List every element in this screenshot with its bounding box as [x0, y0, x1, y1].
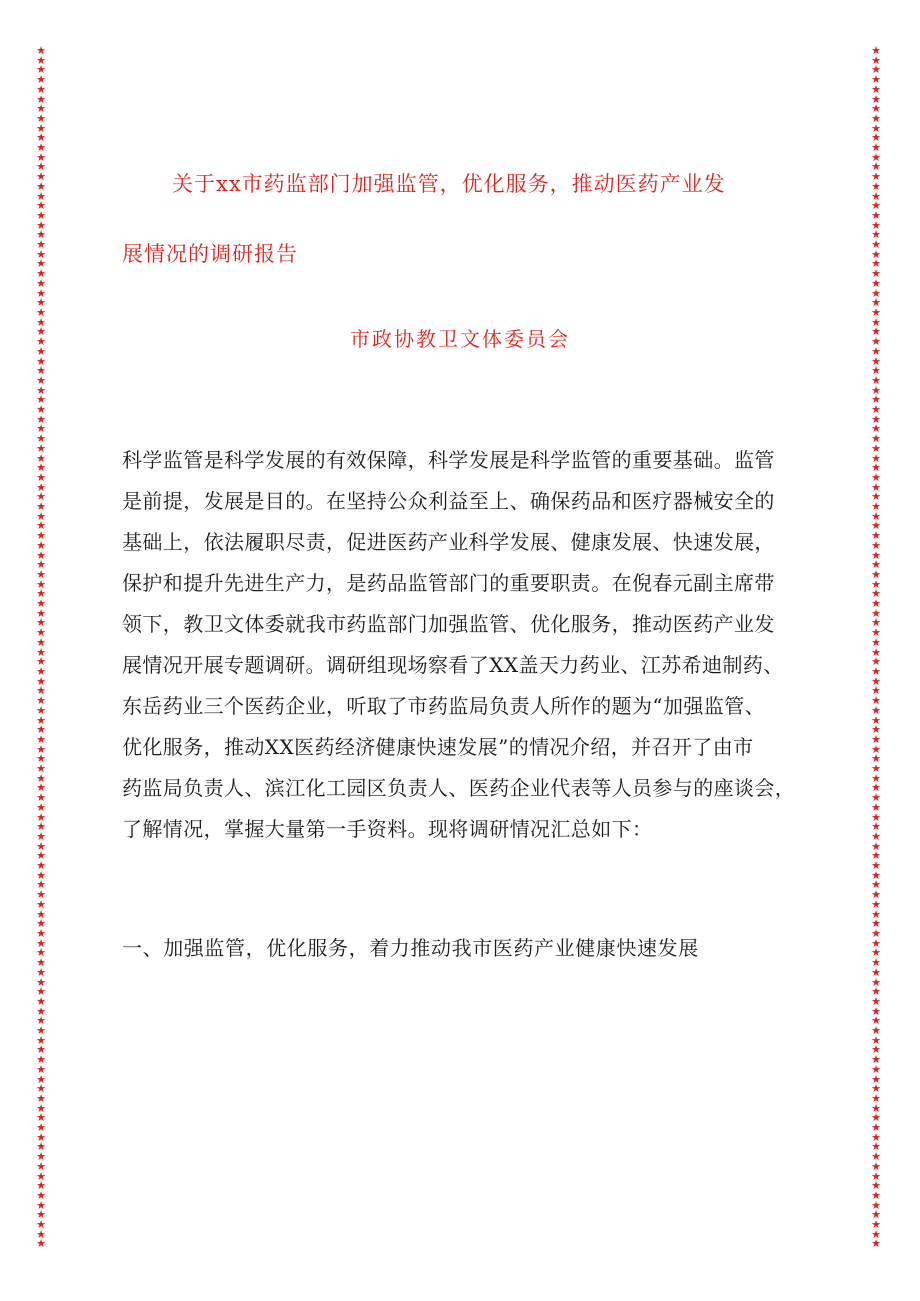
- star-icon: ★: [36, 674, 46, 688]
- star-icon: ★: [36, 839, 46, 853]
- star-icon: ★: [871, 73, 881, 87]
- star-icon: ★: [36, 218, 46, 232]
- star-icon: ★: [871, 412, 881, 426]
- star-icon: ★: [871, 1101, 881, 1115]
- star-icon: ★: [871, 538, 881, 552]
- document-title-line-2: 展情况的调研报告: [122, 242, 298, 266]
- star-icon: ★: [871, 63, 881, 77]
- star-icon: ★: [871, 179, 881, 193]
- star-icon: ★: [36, 626, 46, 640]
- star-icon: ★: [36, 1091, 46, 1105]
- star-icon: ★: [36, 946, 46, 960]
- star-icon: ★: [36, 635, 46, 649]
- star-icon: ★: [871, 548, 881, 562]
- star-icon: ★: [871, 1121, 881, 1135]
- star-icon: ★: [36, 373, 46, 387]
- star-icon: ★: [36, 742, 46, 756]
- star-icon: ★: [36, 354, 46, 368]
- section-heading-1: 一、加强监管，优化服务，着力推动我市医药产业健康快速发展: [122, 936, 699, 960]
- star-icon: ★: [36, 752, 46, 766]
- star-icon: ★: [871, 432, 881, 446]
- star-icon: ★: [871, 626, 881, 640]
- star-icon: ★: [871, 364, 881, 378]
- body-line: 了解情况，掌握大量第一手资料。现将调研情况汇总如下：: [122, 817, 653, 841]
- star-icon: ★: [871, 713, 881, 727]
- star-icon: ★: [871, 926, 881, 940]
- star-icon: ★: [871, 956, 881, 970]
- star-icon: ★: [36, 480, 46, 494]
- star-icon: ★: [871, 208, 881, 222]
- star-icon: ★: [36, 859, 46, 873]
- star-icon: ★: [871, 587, 881, 601]
- star-icon: ★: [871, 820, 881, 834]
- star-icon: ★: [36, 170, 46, 184]
- body-line: 保护和提升先进生产力，是药品监管部门的重要职责。在倪春元副主席带: [122, 571, 775, 595]
- star-icon: ★: [871, 616, 881, 630]
- star-icon: ★: [871, 635, 881, 649]
- document-title-line-1: 关于xx市药监部门加强监管，优化服务，推动医药产业发: [172, 172, 726, 196]
- star-icon: ★: [36, 121, 46, 135]
- star-icon: ★: [36, 606, 46, 620]
- star-icon: ★: [36, 82, 46, 96]
- star-icon: ★: [871, 82, 881, 96]
- star-icon: ★: [36, 1101, 46, 1115]
- star-icon: ★: [36, 102, 46, 116]
- star-icon: ★: [871, 1091, 881, 1105]
- star-icon: ★: [36, 558, 46, 572]
- star-icon: ★: [871, 44, 881, 57]
- star-icon: ★: [871, 53, 881, 67]
- star-icon: ★: [36, 1237, 46, 1251]
- star-icon: ★: [871, 160, 881, 174]
- star-icon: ★: [871, 383, 881, 397]
- star-icon: ★: [36, 267, 46, 281]
- star-icon: ★: [36, 684, 46, 698]
- star-icon: ★: [871, 131, 881, 145]
- star-icon: ★: [36, 179, 46, 193]
- star-icon: ★: [871, 723, 881, 737]
- star-icon: ★: [871, 868, 881, 882]
- star-icon: ★: [871, 1053, 881, 1067]
- star-icon: ★: [36, 810, 46, 824]
- star-icon: ★: [871, 1082, 881, 1096]
- star-icon: ★: [36, 519, 46, 533]
- star-icon: ★: [871, 674, 881, 688]
- star-icon: ★: [871, 791, 881, 805]
- star-icon: ★: [36, 1179, 46, 1193]
- star-icon: ★: [871, 441, 881, 455]
- star-icon: ★: [871, 1062, 881, 1076]
- star-icon: ★: [36, 63, 46, 77]
- star-icon: ★: [871, 888, 881, 902]
- star-icon: ★: [871, 286, 881, 300]
- star-icon: ★: [871, 771, 881, 785]
- star-icon: ★: [36, 393, 46, 407]
- star-icon: ★: [871, 315, 881, 329]
- star-icon: ★: [871, 373, 881, 387]
- star-icon: ★: [36, 1082, 46, 1096]
- star-icon: ★: [36, 1159, 46, 1173]
- star-icon: ★: [871, 897, 881, 911]
- star-icon: ★: [871, 228, 881, 242]
- star-icon: ★: [36, 975, 46, 989]
- star-icon: ★: [871, 150, 881, 164]
- star-icon: ★: [36, 441, 46, 455]
- star-icon: ★: [36, 926, 46, 940]
- star-icon: ★: [871, 917, 881, 931]
- star-icon: ★: [36, 412, 46, 426]
- star-icon: ★: [871, 1111, 881, 1125]
- star-icon: ★: [871, 694, 881, 708]
- star-icon: ★: [36, 1062, 46, 1076]
- star-icon: ★: [36, 1072, 46, 1086]
- star-icon: ★: [871, 92, 881, 106]
- star-icon: ★: [36, 1140, 46, 1154]
- star-icon: ★: [871, 829, 881, 843]
- star-icon: ★: [36, 296, 46, 310]
- star-icon: ★: [871, 907, 881, 921]
- star-icon: ★: [36, 1121, 46, 1135]
- star-icon: ★: [871, 111, 881, 125]
- star-icon: ★: [871, 936, 881, 950]
- star-icon: ★: [871, 985, 881, 999]
- star-icon: ★: [36, 723, 46, 737]
- star-icon: ★: [871, 170, 881, 184]
- body-line: 优化服务，推动XX医药经济健康快速发展”的情况介绍，并召开了由市: [122, 735, 754, 759]
- star-icon: ★: [871, 645, 881, 659]
- star-icon: ★: [871, 247, 881, 261]
- star-icon: ★: [871, 500, 881, 514]
- star-icon: ★: [871, 403, 881, 417]
- star-icon: ★: [36, 762, 46, 776]
- star-icon: ★: [36, 500, 46, 514]
- star-icon: ★: [36, 470, 46, 484]
- star-icon: ★: [871, 519, 881, 533]
- star-icon: ★: [36, 694, 46, 708]
- star-icon: ★: [36, 1024, 46, 1038]
- body-line: 东岳药业三个医药企业，听取了市药监局负责人所作的题为“加强监管、: [122, 694, 766, 718]
- star-icon: ★: [36, 247, 46, 261]
- star-icon: ★: [36, 791, 46, 805]
- star-icon: ★: [36, 1014, 46, 1028]
- star-icon: ★: [36, 238, 46, 252]
- star-icon: ★: [871, 121, 881, 135]
- star-icon: ★: [36, 587, 46, 601]
- star-icon: ★: [36, 208, 46, 222]
- body-line: 药监局负责人、滨江化工园区负责人、医药企业代表等人员参与的座谈会，: [122, 776, 796, 800]
- star-icon: ★: [36, 131, 46, 145]
- star-icon: ★: [36, 1150, 46, 1164]
- star-icon: ★: [871, 267, 881, 281]
- star-icon: ★: [36, 820, 46, 834]
- star-icon: ★: [871, 141, 881, 155]
- star-icon: ★: [871, 480, 881, 494]
- star-icon: ★: [871, 1150, 881, 1164]
- star-icon: ★: [871, 470, 881, 484]
- star-icon: ★: [871, 1140, 881, 1154]
- star-icon: ★: [36, 364, 46, 378]
- star-icon: ★: [36, 1198, 46, 1212]
- star-icon: ★: [36, 461, 46, 475]
- star-icon: ★: [36, 800, 46, 814]
- body-line: 科学监管是科学发展的有效保障，科学发展是科学监管的重要基础。监管: [122, 448, 775, 472]
- star-icon: ★: [871, 965, 881, 979]
- star-icon: ★: [36, 1043, 46, 1057]
- star-icon: ★: [36, 655, 46, 669]
- star-icon: ★: [36, 432, 46, 446]
- star-icon: ★: [36, 422, 46, 436]
- star-icon: ★: [36, 160, 46, 174]
- star-icon: ★: [871, 461, 881, 475]
- star-icon: ★: [36, 344, 46, 358]
- star-icon: ★: [36, 917, 46, 931]
- star-icon: ★: [36, 1033, 46, 1047]
- star-icon: ★: [871, 577, 881, 591]
- star-icon: ★: [36, 335, 46, 349]
- star-icon: ★: [871, 1072, 881, 1086]
- star-icon: ★: [871, 325, 881, 339]
- left-star-border: [34, 46, 48, 1249]
- star-icon: ★: [871, 878, 881, 892]
- star-icon: ★: [36, 878, 46, 892]
- star-icon: ★: [36, 111, 46, 125]
- star-icon: ★: [871, 189, 881, 203]
- star-icon: ★: [36, 703, 46, 717]
- star-icon: ★: [36, 548, 46, 562]
- star-icon: ★: [871, 529, 881, 543]
- star-icon: ★: [36, 1188, 46, 1202]
- star-icon: ★: [871, 655, 881, 669]
- star-icon: ★: [36, 713, 46, 727]
- star-icon: ★: [36, 1208, 46, 1222]
- star-icon: ★: [36, 383, 46, 397]
- body-paragraph: [122, 440, 834, 850]
- star-icon: ★: [36, 305, 46, 319]
- star-icon: ★: [871, 296, 881, 310]
- star-icon: ★: [36, 732, 46, 746]
- star-icon: ★: [871, 1004, 881, 1018]
- star-icon: ★: [871, 839, 881, 853]
- star-icon: ★: [36, 73, 46, 87]
- star-icon: ★: [36, 868, 46, 882]
- star-icon: ★: [871, 257, 881, 271]
- star-icon: ★: [36, 1053, 46, 1067]
- star-icon: ★: [871, 238, 881, 252]
- star-icon: ★: [36, 325, 46, 339]
- star-icon: ★: [871, 606, 881, 620]
- star-icon: ★: [36, 849, 46, 863]
- star-icon: ★: [36, 538, 46, 552]
- star-icon: ★: [871, 946, 881, 960]
- star-icon: ★: [871, 752, 881, 766]
- star-icon: ★: [871, 1169, 881, 1183]
- star-icon: ★: [36, 965, 46, 979]
- star-icon: ★: [36, 509, 46, 523]
- star-icon: ★: [871, 849, 881, 863]
- star-icon: ★: [36, 529, 46, 543]
- star-icon: ★: [36, 897, 46, 911]
- star-icon: ★: [871, 1130, 881, 1144]
- star-icon: ★: [871, 1208, 881, 1222]
- star-icon: ★: [871, 665, 881, 678]
- star-icon: ★: [871, 102, 881, 116]
- star-icon: ★: [871, 344, 881, 358]
- star-icon: ★: [36, 994, 46, 1008]
- star-icon: ★: [871, 975, 881, 989]
- star-icon: ★: [36, 44, 46, 57]
- star-icon: ★: [871, 597, 881, 611]
- star-icon: ★: [871, 422, 881, 436]
- star-icon: ★: [871, 994, 881, 1008]
- star-icon: ★: [871, 1179, 881, 1193]
- star-icon: ★: [36, 189, 46, 203]
- star-icon: ★: [871, 742, 881, 756]
- star-icon: ★: [871, 859, 881, 873]
- star-icon: ★: [36, 829, 46, 843]
- star-icon: ★: [871, 1188, 881, 1202]
- star-icon: ★: [36, 1218, 46, 1232]
- star-icon: ★: [871, 1198, 881, 1212]
- star-icon: ★: [871, 1159, 881, 1173]
- star-icon: ★: [36, 936, 46, 950]
- star-icon: ★: [36, 315, 46, 329]
- star-icon: ★: [36, 286, 46, 300]
- star-icon: ★: [871, 1024, 881, 1038]
- star-icon: ★: [36, 781, 46, 795]
- star-icon: ★: [36, 567, 46, 581]
- star-icon: ★: [871, 335, 881, 349]
- star-icon: ★: [871, 1218, 881, 1232]
- star-icon: ★: [36, 616, 46, 630]
- star-icon: ★: [36, 141, 46, 155]
- star-icon: ★: [36, 199, 46, 213]
- star-icon: ★: [36, 1169, 46, 1183]
- star-icon: ★: [871, 305, 881, 319]
- star-icon: ★: [871, 218, 881, 232]
- star-icon: ★: [36, 451, 46, 465]
- star-icon: ★: [36, 771, 46, 785]
- star-icon: ★: [36, 956, 46, 970]
- star-icon: ★: [36, 1004, 46, 1018]
- body-line: 展情况开展专题调研。调研组现场察看了XX盖天力药业、江苏希迪制药、: [122, 653, 784, 677]
- star-icon: ★: [36, 985, 46, 999]
- star-icon: ★: [36, 1111, 46, 1125]
- star-icon: ★: [36, 597, 46, 611]
- star-icon: ★: [871, 567, 881, 581]
- body-line: 基础上，依法履职尽责，促进医药产业科学发展、健康发展、快速发展，: [122, 530, 775, 554]
- star-icon: ★: [36, 665, 46, 678]
- star-icon: ★: [871, 762, 881, 776]
- star-icon: ★: [36, 92, 46, 106]
- star-icon: ★: [36, 276, 46, 290]
- star-icon: ★: [871, 732, 881, 746]
- star-icon: ★: [871, 1237, 881, 1251]
- body-line: 领下，教卫文体委就我市药监部门加强监管、优化服务，推动医药产业发: [122, 612, 775, 636]
- body-line: 是前提，发展是目的。在坚持公众利益至上、确保药品和医疗器械安全的: [122, 489, 775, 513]
- star-icon: ★: [36, 228, 46, 242]
- star-icon: ★: [36, 645, 46, 659]
- star-icon: ★: [36, 1130, 46, 1144]
- star-icon: ★: [871, 1033, 881, 1047]
- star-icon: ★: [871, 451, 881, 465]
- star-icon: ★: [871, 490, 881, 504]
- star-icon: ★: [871, 800, 881, 814]
- star-icon: ★: [36, 257, 46, 271]
- star-icon: ★: [871, 509, 881, 523]
- star-icon: ★: [36, 888, 46, 902]
- star-icon: ★: [36, 577, 46, 591]
- star-icon: ★: [871, 1227, 881, 1241]
- star-icon: ★: [36, 1227, 46, 1241]
- author-committee: 市政协教卫文体委员会: [350, 327, 570, 351]
- star-icon: ★: [871, 810, 881, 824]
- star-icon: ★: [871, 684, 881, 698]
- star-icon: ★: [36, 150, 46, 164]
- star-icon: ★: [36, 403, 46, 417]
- star-icon: ★: [871, 558, 881, 572]
- star-icon: ★: [36, 490, 46, 504]
- star-icon: ★: [871, 393, 881, 407]
- right-star-border: [869, 46, 883, 1249]
- star-icon: ★: [871, 1043, 881, 1057]
- star-icon: ★: [871, 199, 881, 213]
- star-icon: ★: [871, 1014, 881, 1028]
- star-icon: ★: [871, 703, 881, 717]
- star-icon: ★: [36, 53, 46, 67]
- star-icon: ★: [871, 276, 881, 290]
- star-icon: ★: [36, 907, 46, 921]
- star-icon: ★: [871, 781, 881, 795]
- star-icon: ★: [871, 354, 881, 368]
